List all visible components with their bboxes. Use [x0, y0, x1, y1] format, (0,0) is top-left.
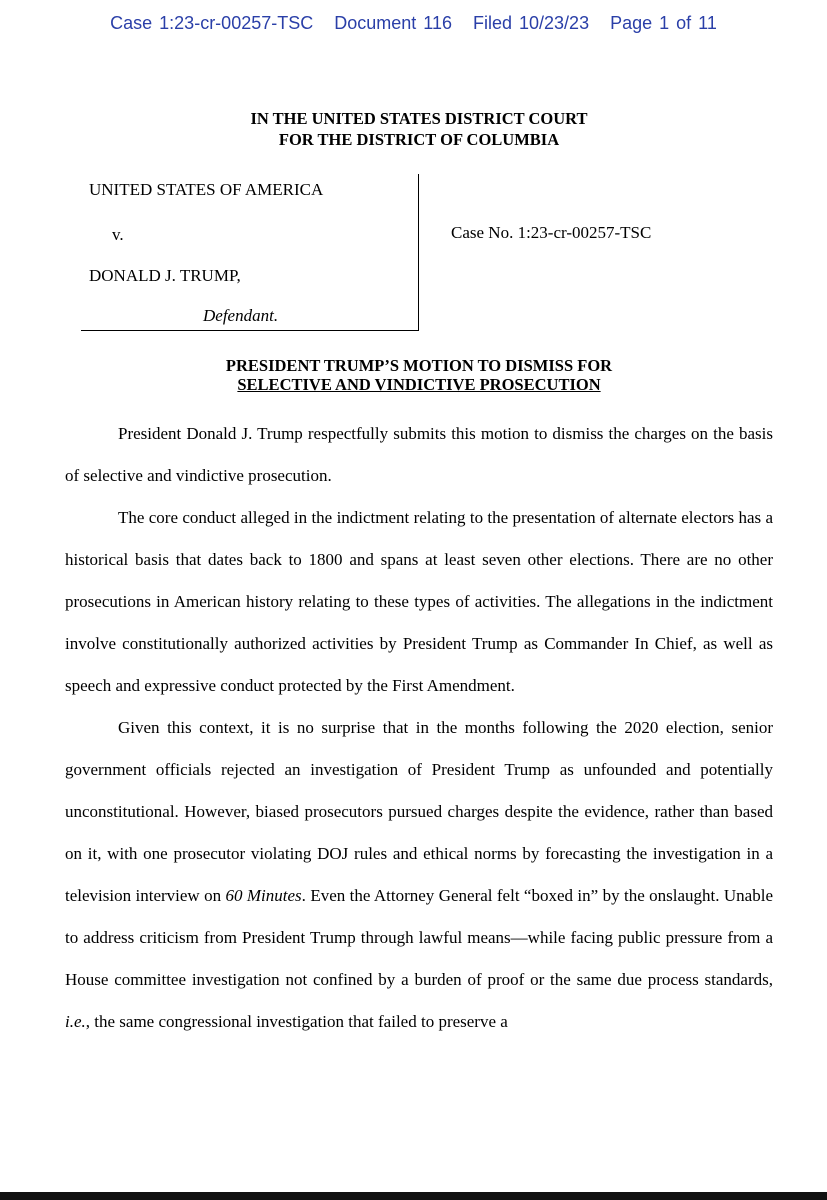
paragraph-3 — [65, 707, 773, 1043]
paragraph-3-text-b: . Even the Attorney General felt “boxed in” by the onslaught. Unable to address criticism from President Trump through lawful means—while facing public pressure from a House committee investigation not confined by a burden of proof or the same due process standards, — [65, 886, 773, 989]
ecf-page-count: Page 1 of 11 — [610, 13, 717, 33]
paragraph-3-italic-60-minutes: 60 Minutes — [225, 886, 302, 905]
court-heading — [0, 108, 827, 150]
motion-title — [0, 356, 827, 394]
ecf-header — [0, 13, 827, 34]
ecf-filed-date: Filed 10/23/23 — [473, 13, 590, 33]
ecf-document-number: Document 116 — [334, 13, 452, 33]
court-heading-line1: IN THE UNITED STATES DISTRICT COURT — [250, 109, 588, 128]
paragraph-3-text-c: , the same congressional investigation that failed to preserve a — [85, 1012, 508, 1031]
paragraph-3-text-a: Given this context, it is no surprise that in the months following the 2020 election, senior government officials rejected an investigation of President Trump as unfounded and potentially unconstitutional. However, biased prosecutors pursued charges despite the evidence, rather than based on it, with one prosecutor violating DOJ rules and ethical norms by forecasting the investigation in a television interview on — [65, 718, 773, 905]
court-heading-line2: FOR THE DISTRICT OF COLUMBIA — [278, 130, 560, 149]
caption-horizontal-rule — [81, 330, 419, 331]
paragraph-2: The core conduct alleged in the indictment relating to the presentation of alternate electors has a historical basis that dates back to 1800 and spans at least seven other elections. There are no other prosecutions in American history relating to these types of activities. The allegations in the indictment involve constitutionally authorized activities by President Trump as Commander In Chief, as well as speech and expressive conduct protected by the First Amendment. — [65, 508, 773, 695]
bottom-edge-bar — [0, 1192, 827, 1200]
caption-plaintiff: UNITED STATES OF AMERICA — [89, 180, 324, 199]
paragraph-1: President Donald J. Trump respectfully submits this motion to dismiss the charges on the basis of selective and vindictive prosecution. — [65, 424, 773, 485]
ecf-case-number: Case 1:23-cr-00257-TSC — [110, 13, 314, 33]
motion-title-line1: PRESIDENT TRUMP’S MOTION TO DISMISS FOR — [225, 356, 613, 375]
caption-defendant-role: Defendant. — [203, 306, 279, 325]
caption-defendant-name: DONALD J. TRUMP, — [89, 266, 241, 285]
caption-versus: v. — [112, 225, 124, 244]
caption-case-number: Case No. 1:23-cr-00257-TSC — [451, 223, 652, 242]
caption-vertical-rule — [418, 174, 419, 331]
motion-body — [65, 413, 773, 1043]
paragraph-3-italic-ie: i.e. — [65, 1012, 86, 1031]
motion-title-line2: SELECTIVE AND VINDICTIVE PROSECUTION — [237, 375, 601, 394]
